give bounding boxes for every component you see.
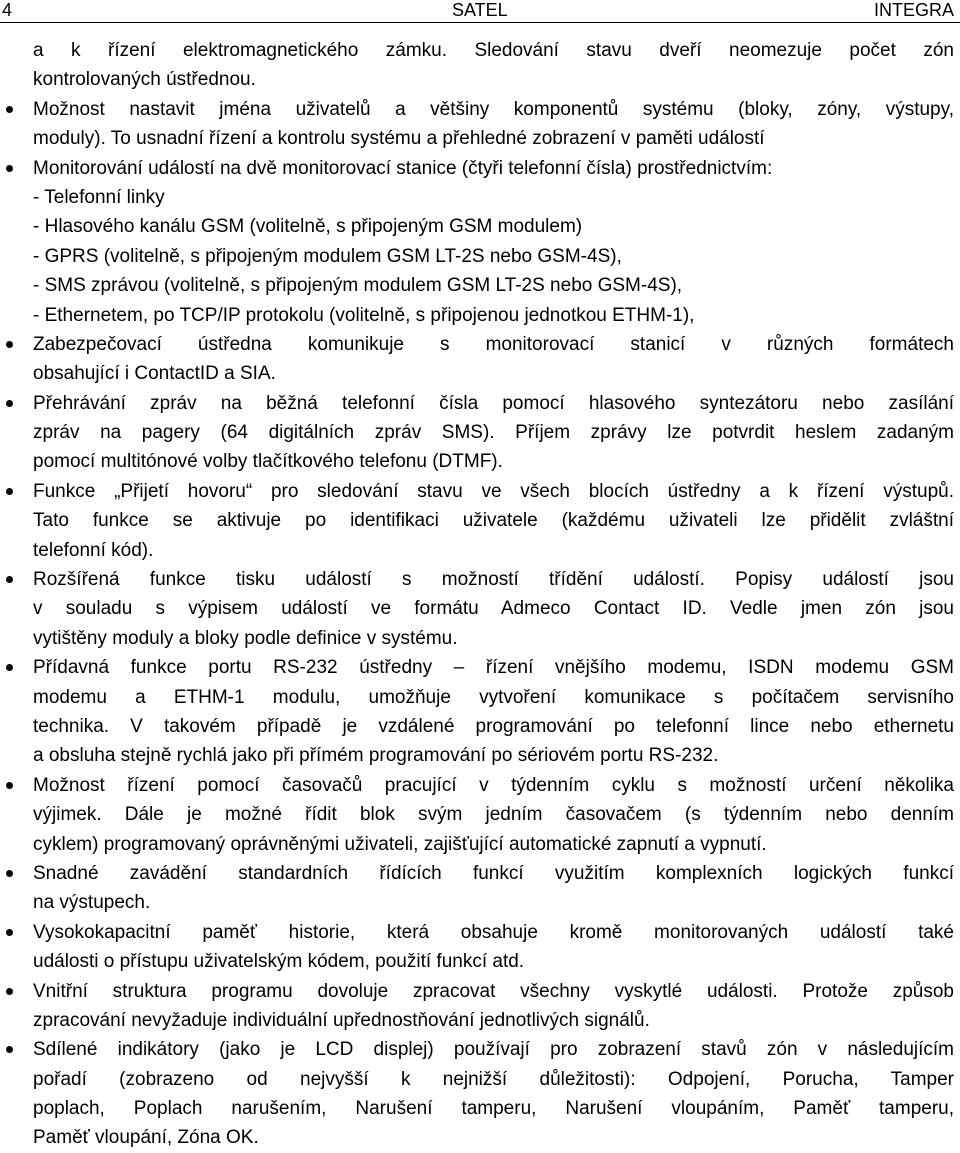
line-text: vytištěny moduly a bloky podle definice v systému. — [33, 627, 458, 649]
bullet-line — [0, 330, 960, 359]
bullet-icon — [6, 664, 13, 671]
bullet-line — [0, 1035, 960, 1064]
line-text: technika. V takovém případě je vzdálené programování po telefonní lince nebo ethernetu — [33, 715, 954, 737]
bullet-line — [0, 771, 960, 800]
text-line — [0, 271, 960, 300]
line-text: telefonní kód). — [33, 539, 154, 561]
line-text: Možnost nastavit jména uživatelů a většiny komponentů systému (bloky, zóny, výstupy, — [33, 98, 954, 120]
bullet-icon — [6, 488, 13, 495]
line-text: Monitorování událostí na dvě monitorovací stanice (čtyři telefonní čísla) prostřednictvím: — [33, 157, 773, 179]
text-line — [0, 683, 960, 712]
bullet-line — [0, 918, 960, 947]
text-line — [0, 242, 960, 271]
text-line — [0, 212, 960, 241]
line-text: - SMS zprávou (volitelně, s připojeným modulem GSM LT-2S nebo GSM-4S), — [33, 275, 683, 297]
text-line — [0, 1065, 960, 1094]
bullet-icon — [6, 341, 13, 348]
line-text: Přehrávání zpráv na běžná telefonní čísla pomocí hlasového syntezátoru nebo zasílání — [33, 392, 954, 414]
line-text: Rozšířená funkce tisku událostí s možností třídění událostí. Popisy událostí jsou — [33, 569, 954, 591]
line-text: obsahující i ContactID a SIA. — [33, 363, 276, 385]
line-text: v souladu s výpisem událostí ve formátu Admeco Contact ID. Vedle jmen zón jsou — [33, 598, 954, 620]
bullet-line — [0, 389, 960, 418]
header-brand: SATEL — [452, 0, 508, 20]
header-product: INTEGRA — [873, 0, 954, 20]
text-line — [0, 359, 960, 388]
bullet-icon — [6, 929, 13, 936]
text-line — [0, 447, 960, 476]
text-line — [0, 800, 960, 829]
line-text: poplach, Poplach narušením, Narušení tamperu, Narušení vloupáním, Paměť tamperu, — [33, 1098, 954, 1120]
bullet-icon — [6, 870, 13, 877]
text-line — [0, 947, 960, 976]
line-text: Paměť vloupání, Zóna OK. — [33, 1127, 259, 1149]
bullet-icon — [6, 782, 13, 789]
line-text: zpráv na pagery (64 digitálních zpráv SMS). Příjem zprávy lze potvrdit heslem zadaným — [33, 422, 954, 444]
line-text: výjimek. Dále je možné řídit blok svým jedním časovačem (s týdenním nebo denním — [33, 804, 954, 826]
line-text: Funkce „Přijetí hovoru“ pro sledování stavu ve všech blocích ústředny a k řízení výstupů. — [33, 480, 954, 502]
bullet-icon — [6, 400, 13, 407]
line-text: moduly). To usnadní řízení a kontrolu systému a přehledné zobrazení v paměti událostí — [33, 128, 765, 150]
bullet-line — [0, 653, 960, 682]
line-text: Zabezpečovací ústředna komunikuje s monitorovací stanicí v různých formátech — [33, 333, 954, 355]
text-line — [0, 301, 960, 330]
text-line — [0, 830, 960, 859]
line-text: a obsluha stejně rychlá jako při přímém programování po sériovém portu RS-232. — [33, 745, 719, 767]
text-line — [0, 124, 960, 153]
bullet-line — [0, 95, 960, 124]
text-line — [0, 1123, 960, 1152]
text-line — [0, 506, 960, 535]
text-line — [0, 624, 960, 653]
text-line — [0, 536, 960, 565]
bullet-line — [0, 859, 960, 888]
line-text: - Hlasového kanálu GSM (volitelně, s připojeným GSM modulem) — [33, 216, 583, 238]
text-line — [0, 418, 960, 447]
text-line — [0, 183, 960, 212]
line-text: Snadné zavádění standardních řídících funkcí využitím komplexních logických funkcí — [33, 862, 954, 884]
line-text: cyklem) programovaný oprávněnými uživateli, zajišťující automatické zapnutí a vypnutí. — [33, 833, 767, 855]
page-header — [0, 0, 960, 23]
line-text: Tato funkce se aktivuje po identifikaci uživatele (každému uživateli lze přidělit zvláštní — [33, 510, 954, 532]
line-text: modemu a ETHM-1 modulu, umožňuje vytvoření komunikace s počítačem servisního — [33, 686, 954, 708]
line-text: - Telefonní linky — [33, 186, 165, 208]
line-text: - GPRS (volitelně, s připojeným modulem GSM LT-2S nebo GSM-4S), — [33, 245, 622, 267]
line-text: - Ethernetem, po TCP/IP protokolu (volitelně, s připojenou jednotkou ETHM-1), — [33, 304, 695, 326]
bullet-icon — [6, 106, 13, 113]
text-line — [0, 712, 960, 741]
line-text: Přídavná funkce portu RS-232 ústředny – řízení vnějšího modemu, ISDN modemu GSM — [33, 657, 954, 679]
line-text: a k řízení elektromagnetického zámku. Sledování stavu dveří neomezuje počet zón — [33, 40, 954, 61]
line-text: kontrolovaných ústřednou. — [33, 69, 256, 91]
line-text: pořadí (zobrazeno od nejvyšší k nejnižší důležitosti): Odpojení, Porucha, Tamper — [33, 1068, 954, 1090]
bullet-icon — [6, 988, 13, 995]
document-body — [0, 36, 960, 1153]
line-text: zpracování nevyžaduje individuální upřednostňování jednotlivých signálů. — [33, 1009, 650, 1031]
text-line — [0, 1006, 960, 1035]
line-text: Sdílené indikátory (jako je LCD displej) používají pro zobrazení stavů zón v následujícím — [33, 1039, 954, 1061]
page-number: 4 — [2, 0, 13, 20]
bullet-icon — [6, 165, 13, 172]
text-line — [0, 65, 960, 94]
text-line — [0, 741, 960, 770]
text-line — [0, 1094, 960, 1123]
text-line — [0, 36, 960, 65]
text-line — [0, 888, 960, 917]
bullet-line — [0, 477, 960, 506]
bullet-icon — [6, 576, 13, 583]
bullet-line — [0, 565, 960, 594]
line-text: Vnitřní struktura programu dovoluje zpracovat všechny vyskytlé události. Protože způsob — [33, 980, 954, 1002]
bullet-line — [0, 154, 960, 183]
line-text: na výstupech. — [33, 892, 151, 914]
bullet-line — [0, 977, 960, 1006]
text-line — [0, 594, 960, 623]
line-text: Vysokokapacitní paměť historie, která obsahuje kromě monitorovaných událostí také — [33, 921, 954, 943]
line-text: Možnost řízení pomocí časovačů pracující v týdenním cyklu s možností určení několika — [33, 774, 954, 796]
line-text: pomocí multitónové volby tlačítkového telefonu (DTMF). — [33, 451, 503, 473]
bullet-icon — [6, 1046, 13, 1053]
line-text: události o přístupu uživatelským kódem, použití funkcí atd. — [33, 951, 525, 973]
